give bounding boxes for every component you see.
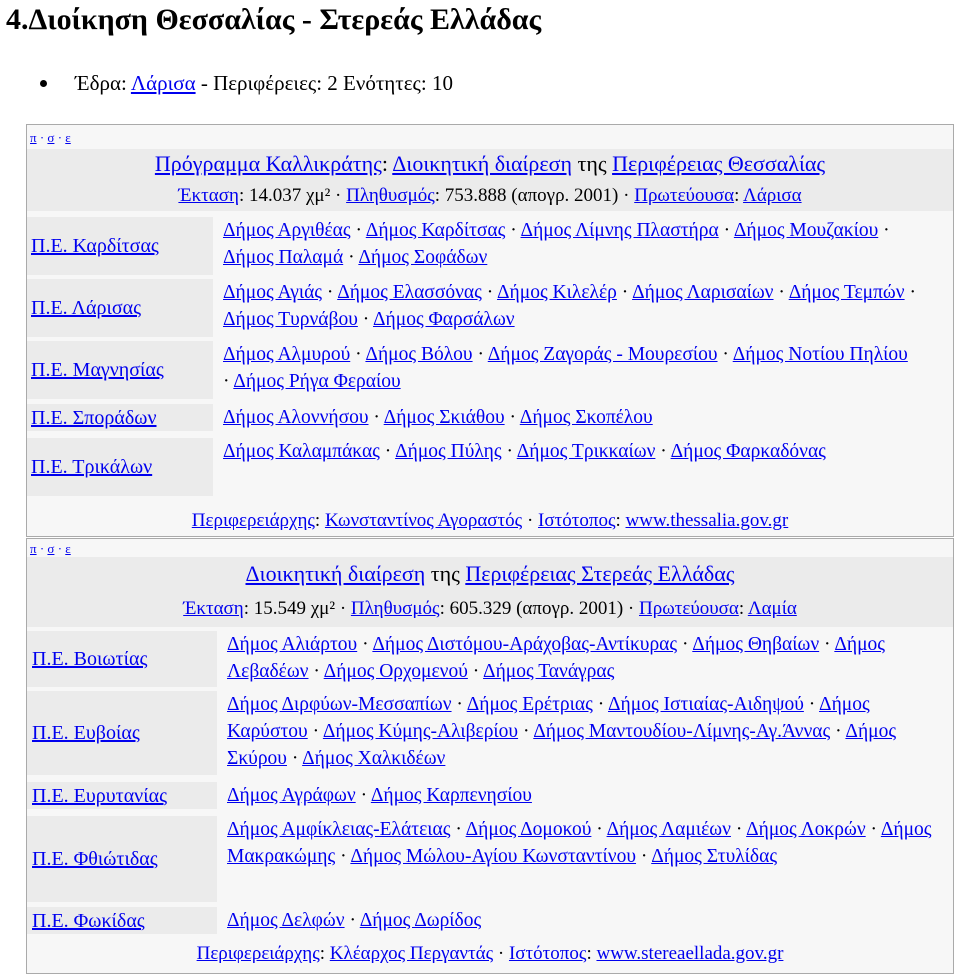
group-name (32, 783, 167, 809)
admin-division-link[interactable]: Διοικητική διαίρεση (245, 561, 426, 586)
separator: · (450, 819, 466, 840)
group-name (32, 720, 140, 746)
separator: · (223, 371, 234, 392)
title-colon: : (381, 151, 388, 176)
group-name-link[interactable]: Π.Ε. Ευβοίας (32, 722, 140, 744)
municipality-link[interactable]: Δήμος Στυλίδας (651, 846, 778, 867)
sterea-title (27, 560, 953, 588)
municipality-link[interactable]: Δήμος Λίμνης Πλαστήρα (520, 220, 719, 241)
capital-label-link[interactable]: Πρωτεύουσα (634, 185, 735, 206)
municipality-link[interactable]: Δήμος Λεβαδέων (227, 634, 885, 682)
capital-link[interactable]: Λαμία (747, 598, 797, 619)
municipality-link[interactable]: Δήμος Αλιάρτου (227, 634, 358, 655)
separator: · (717, 344, 733, 365)
talk-link[interactable]: σ (47, 541, 55, 556)
municipality-link[interactable]: Δήμος Διστόμου-Αράχοβας-Αντίκυρας (372, 634, 678, 655)
separator: · (830, 721, 846, 742)
page-heading: 4.Διοίκηση Θεσσαλίας - Στερεάς Ελλάδας (6, 3, 542, 36)
group-name (31, 454, 152, 480)
title-mid: της (430, 561, 460, 586)
separator: · (451, 694, 467, 715)
municipality-link[interactable]: Δήμος Δωρίδος (359, 910, 482, 931)
separator: · (286, 748, 303, 769)
municipality-link[interactable]: Δήμος Θηβαίων (692, 634, 820, 655)
separator: · (501, 441, 517, 462)
group-name (32, 646, 147, 672)
area-link[interactable]: Έκταση (183, 598, 244, 619)
separator: · (878, 220, 890, 241)
separator: · (677, 634, 693, 655)
website-label-link[interactable]: Ιστότοπος (538, 510, 616, 531)
municipality-link[interactable]: Δήμος Χαλκιδέων (302, 748, 446, 769)
municipality-link[interactable]: Δήμος Λοκρών (746, 819, 866, 840)
municipality-link[interactable]: Δήμος Κιλελέρ (497, 282, 617, 303)
municipality-list (227, 907, 942, 934)
group-name-link[interactable]: Π.Ε. Φωκίδας (32, 909, 145, 932)
municipality-link[interactable]: Δήμος Παλαμά (223, 247, 344, 268)
region-sterea-link[interactable]: Περιφέρειας Στερεάς Ελλάδας (465, 561, 735, 586)
sterea-info (27, 597, 953, 621)
municipality-link[interactable]: Δήμος Ιστιαίας-Αιδηψού (608, 694, 804, 715)
municipality-link[interactable]: Δήμος Λαρισαίων (632, 282, 774, 303)
municipality-link[interactable]: Δήμος Αλμυρού (223, 344, 351, 365)
separator: · (865, 819, 881, 840)
thessaly-navbox (26, 124, 954, 537)
thessaly-footer: Περιφερειάρχης: Κωνσταντίνος Αγοραστός · Ιστότοπος: www.thessalia.gov.gr (191, 510, 789, 531)
separator: · (344, 910, 360, 931)
group-name (31, 357, 164, 383)
separator: · (803, 694, 820, 715)
municipality-link[interactable]: Δήμος Φαρκαδόνας (670, 441, 826, 462)
municipality-list (223, 438, 919, 465)
capital-link[interactable]: Λάρισα (743, 185, 802, 206)
website-label-link[interactable]: Ιστότοπος (508, 943, 587, 964)
sterea-footer: Περιφερειάρχης: Κλέαρχος Περγαντάς · Ιστότοπος: www.stereaellada.gov.gr (196, 943, 784, 964)
municipality-link[interactable]: Δήμος Ερέτριας (466, 694, 593, 715)
municipality-list (227, 782, 942, 809)
capital-colon: : (734, 185, 740, 206)
separator: · (357, 309, 374, 330)
municipality-list (227, 631, 942, 685)
governor-label-link[interactable]: Περιφερειάρχης (191, 510, 315, 531)
municipality-list (227, 691, 942, 772)
group-name-link[interactable]: Π.Ε. Μαγνησίας (31, 359, 164, 381)
municipality-link[interactable]: Δήμος Βόλου (365, 344, 473, 365)
municipality-link[interactable]: Δήμος Μαντουδίου-Λίμνης-Αγ.Άννας (533, 721, 831, 742)
separator: · (350, 220, 366, 241)
group-name (31, 405, 157, 431)
municipality-link[interactable]: Δήμος Αργιθέας (223, 220, 351, 241)
municipality-link[interactable]: Δήμος Ζαγοράς - Μουρεσίου (487, 344, 718, 365)
group-name (32, 846, 158, 872)
municipality-link[interactable]: Δήμος Κύμης-Αλιβερίου (322, 721, 519, 742)
separator: · (355, 785, 371, 806)
municipality-list (223, 279, 919, 333)
summary-counts: - Περιφέρειες: 2 Ενότητες: 10 (200, 71, 453, 95)
separator: · (518, 721, 534, 742)
governor-label-link[interactable]: Περιφερειάρχης (196, 943, 320, 964)
thessaly-title (27, 150, 953, 178)
separator: · (308, 661, 324, 682)
municipality-list (223, 404, 919, 431)
municipality-list (223, 217, 919, 271)
separator: · (472, 344, 488, 365)
bullet-icon (40, 80, 47, 87)
separator: · (655, 441, 671, 462)
municipality-link[interactable]: Δήμος Νοτίου Πηλίου (732, 344, 908, 365)
municipality-link[interactable]: Δήμος Δελφών (227, 910, 345, 931)
separator: · (467, 661, 484, 682)
seat-label: Έδρα: (75, 71, 127, 95)
population-link[interactable]: Πληθυσμός (350, 598, 440, 619)
municipality-link[interactable]: Δήμος Φαρσάλων (373, 309, 515, 330)
capital-colon: : (738, 598, 745, 619)
separator: · (335, 846, 351, 867)
separator: · (357, 634, 373, 655)
municipality-link[interactable]: Δήμος Λαμιέων (606, 819, 731, 840)
municipality-link[interactable]: Δήμος Τρικκαίων (516, 441, 656, 462)
separator: · (343, 247, 359, 268)
separator: · (379, 441, 396, 462)
view-link[interactable]: π (30, 541, 37, 556)
municipality-link[interactable]: Δήμος Αλοννήσου (223, 407, 369, 428)
separator: · (368, 407, 384, 428)
area-link[interactable]: Έκταση (178, 185, 239, 206)
municipality-link[interactable]: Δήμος Μώλου-Αγίου Κωνσταντίνου (350, 846, 637, 867)
group-name-link[interactable]: Π.Ε. Σποράδων (31, 406, 157, 429)
group-name (31, 233, 159, 259)
municipality-link[interactable]: Δήμος Τυρνάβου (223, 309, 358, 330)
municipality-link[interactable]: Δήμος Καρδίτσας (365, 220, 506, 241)
municipality-link[interactable]: Δήμος Καρπενησίου (370, 785, 532, 806)
seat-city-link[interactable]: Λάρισα (130, 71, 196, 95)
population-value: : 605.329 (απογρ. 2001) · (439, 598, 635, 619)
separator: · (819, 634, 835, 655)
region-summary (40, 70, 453, 96)
separator: · (481, 282, 498, 303)
group-name-link[interactable]: Π.Ε. Λάρισας (31, 297, 142, 319)
region-thessaly-link[interactable]: Περιφέρειας Θεσσαλίας (612, 151, 826, 176)
edit-link[interactable]: ε (65, 130, 71, 145)
governor-link[interactable]: Κλέαρχος Περγαντάς (329, 943, 494, 964)
talk-link[interactable]: σ (47, 130, 55, 145)
municipality-link[interactable]: Δήμος Σκύρου (227, 721, 897, 769)
municipality-link[interactable]: Δήμος Δομοκού (465, 819, 592, 840)
admin-division-link[interactable]: Διοικητική διαίρεση (392, 151, 573, 176)
thessaly-info (27, 184, 953, 208)
edit-link[interactable]: ε (65, 541, 71, 556)
separator: · (718, 220, 734, 241)
separator: · (592, 694, 609, 715)
separator: · (504, 407, 520, 428)
municipality-link[interactable]: Δήμος Καρύστου (227, 694, 870, 742)
vde-links: π · σ · ε (30, 130, 71, 145)
municipality-link[interactable]: Δήμος Αγράφων (227, 785, 356, 806)
separator: · (322, 282, 338, 303)
municipality-link[interactable]: Δήμος Σκιάθου (383, 407, 505, 428)
municipality-link[interactable]: Δήμος Σοφάδων (358, 247, 488, 268)
separator: · (616, 282, 633, 303)
population-value: : 753.888 (απογρ. 2001) · (434, 185, 630, 206)
website-link[interactable]: www.stereaellada.gov.gr (596, 943, 784, 964)
area-value: : 14.037 χμ² · (238, 185, 342, 206)
kallikratis-link[interactable]: Πρόγραμμα Καλλικράτης (154, 151, 382, 176)
website-link[interactable]: www.thessalia.gov.gr (625, 510, 789, 531)
municipality-link[interactable]: Δήμος Μακρακώμης (227, 819, 932, 867)
group-name-link[interactable]: Π.Ε. Φθιώτιδας (32, 848, 158, 870)
view-link[interactable]: π (30, 130, 37, 145)
separator: · (591, 819, 607, 840)
capital-label-link[interactable]: Πρωτεύουσα (639, 598, 739, 619)
separator: · (636, 846, 652, 867)
municipality-link[interactable]: Δήμος Ελασσόνας (337, 282, 482, 303)
municipality-list (227, 816, 942, 870)
separator: · (307, 721, 323, 742)
municipality-link[interactable]: Δήμος Διρφύων-Μεσσαπίων (227, 694, 452, 715)
municipality-link[interactable]: Δήμος Τεμπών (788, 282, 905, 303)
separator: · (730, 819, 747, 840)
separator: · (773, 282, 789, 303)
vde-links: π · σ · ε (30, 541, 71, 556)
municipality-link[interactable]: Δήμος Ορχομενού (323, 661, 468, 682)
municipality-link[interactable]: Δήμος Καλαμπάκας (223, 441, 380, 462)
sterea-navbox (26, 538, 954, 974)
governor-link[interactable]: Κωνσταντίνος Αγοραστός (324, 510, 523, 531)
municipality-link[interactable]: Δήμος Τανάγρας (483, 661, 615, 682)
municipality-link[interactable]: Δήμος Ρήγα Φεραίου (233, 371, 401, 392)
separator: · (505, 220, 521, 241)
municipality-list (223, 341, 919, 395)
area-value: : 15.549 χμ² · (243, 598, 347, 619)
title-mid: της (577, 151, 607, 176)
population-link[interactable]: Πληθυσμός (346, 185, 435, 206)
municipality-link[interactable]: Δήμος Αγιάς (223, 282, 323, 303)
group-name-link[interactable]: Π.Ε. Καρδίτσας (31, 235, 159, 257)
municipality-link[interactable]: Δήμος Πύλης (395, 441, 502, 462)
group-name (32, 908, 145, 934)
group-name (31, 295, 141, 321)
separator: · (350, 344, 366, 365)
group-name-link[interactable]: Π.Ε. Βοιωτίας (32, 648, 148, 670)
municipality-link[interactable]: Δήμος Μουζακίου (733, 220, 879, 241)
municipality-link[interactable]: Δήμος Σκοπέλου (519, 407, 653, 428)
group-name-link[interactable]: Π.Ε. Τρικάλων (31, 456, 153, 478)
group-name-link[interactable]: Π.Ε. Ευρυτανίας (32, 784, 167, 807)
municipality-link[interactable]: Δήμος Αμφίκλειας-Ελάτειας (227, 819, 451, 840)
separator: · (904, 282, 916, 303)
